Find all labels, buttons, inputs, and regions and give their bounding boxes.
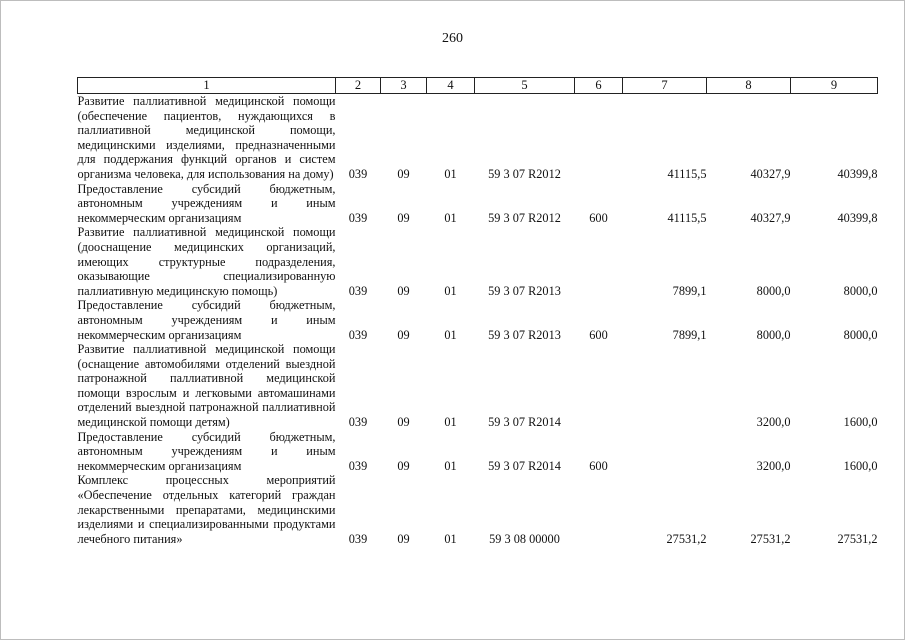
- target-article: 59 3 07 R2014: [488, 458, 561, 473]
- amount-year-2: 27531,2: [750, 531, 791, 546]
- ved-code: 039: [348, 531, 368, 546]
- amount-year-2: 40327,9: [750, 210, 791, 225]
- section-code: 09: [397, 166, 410, 181]
- table-row: [78, 94, 878, 182]
- amount-year-2: 3200,0: [756, 415, 791, 430]
- ved-code: 039: [348, 210, 368, 225]
- amount-year-1: 7899,1: [672, 283, 707, 298]
- expense-type: [575, 473, 623, 546]
- budget-table: [77, 77, 878, 546]
- row-description: Развитие паллиативной медицинской помощи (обеспечение пациентов, нуждающихся в паллиативной медицинской помощи, медицинскими изделиями, предназначенными для поддержания функций органов и систем организма человека, для использования на дому): [77, 94, 336, 181]
- ved-code: 039: [348, 283, 368, 298]
- section-code: 09: [397, 210, 410, 225]
- row-description: Развитие паллиативной медицинской помощи (дооснащение медицинских организаций, имеющих структурные подразделения, оказывающие специализированную паллиативную медицинскую помощь): [77, 225, 336, 298]
- amount-year-2: 3200,0: [756, 458, 791, 473]
- expense-type: [575, 342, 623, 430]
- subsection-code: 01: [444, 415, 457, 430]
- subsection-code: 01: [444, 458, 457, 473]
- amount-year-1: [623, 342, 707, 430]
- amount-year-1: 27531,2: [666, 531, 707, 546]
- col-header: 1: [78, 78, 336, 94]
- expense-type: 600: [589, 210, 608, 225]
- col-header: 6: [575, 78, 623, 94]
- amount-year-2: 40327,9: [750, 166, 791, 181]
- row-description: Предоставление субсидий бюджетным, автономным учреждениям и иным некоммерческим организациям: [77, 298, 336, 342]
- section-code: 09: [397, 458, 410, 473]
- amount-year-3: 8000,0: [843, 283, 878, 298]
- subsection-code: 01: [444, 531, 457, 546]
- amount-year-3: 27531,2: [837, 531, 878, 546]
- target-article: 59 3 07 R2012: [488, 166, 561, 181]
- expense-type: 600: [589, 327, 608, 342]
- expense-type: 600: [589, 458, 608, 473]
- amount-year-3: 1600,0: [843, 458, 878, 473]
- row-description: Предоставление субсидий бюджетным, автономным учреждениям и иным некоммерческим организациям: [77, 181, 336, 225]
- table-row: [78, 182, 878, 226]
- subsection-code: 01: [444, 283, 457, 298]
- amount-year-2: 8000,0: [756, 283, 791, 298]
- col-header: 5: [475, 78, 575, 94]
- row-description: Развитие паллиативной медицинской помощи (оснащение автомобилями отделений выездной патронажной паллиативной медицинской помощи взрослым и легковыми автомашинами отделений выездной патронажной паллиативной медицинской помощи детям): [77, 342, 336, 430]
- amount-year-3: 1600,0: [843, 415, 878, 430]
- target-article: 59 3 07 R2013: [488, 283, 561, 298]
- ved-code: 039: [348, 327, 368, 342]
- amount-year-3: 40399,8: [837, 166, 878, 181]
- table-row: [78, 298, 878, 342]
- amount-year-1: 41115,5: [667, 210, 707, 225]
- target-article: 59 3 08 00000: [489, 531, 560, 546]
- row-description: Комплекс процессных мероприятий «Обеспечение отдельных категорий граждан лекарственными препаратами, медицинскими изделиями и специализированными продуктами лечебного питания»: [77, 473, 336, 546]
- ved-code: 039: [348, 458, 368, 473]
- table-row: [78, 225, 878, 298]
- table-row: [78, 342, 878, 430]
- target-article: 59 3 07 R2014: [488, 415, 561, 430]
- ved-code: 039: [348, 415, 368, 430]
- target-article: 59 3 07 R2012: [488, 210, 561, 225]
- section-code: 09: [397, 531, 410, 546]
- section-code: 09: [397, 283, 410, 298]
- amount-year-1: [623, 430, 707, 474]
- row-description: Предоставление субсидий бюджетным, автономным учреждениям и иным некоммерческим организациям: [77, 429, 336, 473]
- col-header: 9: [791, 78, 878, 94]
- amount-year-2: 8000,0: [756, 327, 791, 342]
- amount-year-1: 41115,5: [667, 166, 707, 181]
- header-row: [78, 78, 878, 94]
- col-header: 8: [707, 78, 791, 94]
- col-header: 7: [623, 78, 707, 94]
- expense-type: [575, 225, 623, 298]
- subsection-code: 01: [444, 210, 457, 225]
- page-number: 260: [442, 31, 463, 46]
- col-header: 2: [336, 78, 381, 94]
- section-code: 09: [397, 415, 410, 430]
- col-header: 3: [381, 78, 427, 94]
- ved-code: 039: [348, 166, 368, 181]
- expense-type: [575, 94, 623, 182]
- subsection-code: 01: [444, 327, 457, 342]
- target-article: 59 3 07 R2013: [488, 327, 561, 342]
- table-row: [78, 430, 878, 474]
- amount-year-3: 8000,0: [843, 327, 878, 342]
- col-header: 4: [427, 78, 475, 94]
- subsection-code: 01: [444, 166, 457, 181]
- amount-year-1: 7899,1: [672, 327, 707, 342]
- amount-year-3: 40399,8: [837, 210, 878, 225]
- section-code: 09: [397, 327, 410, 342]
- table-row: [78, 473, 878, 546]
